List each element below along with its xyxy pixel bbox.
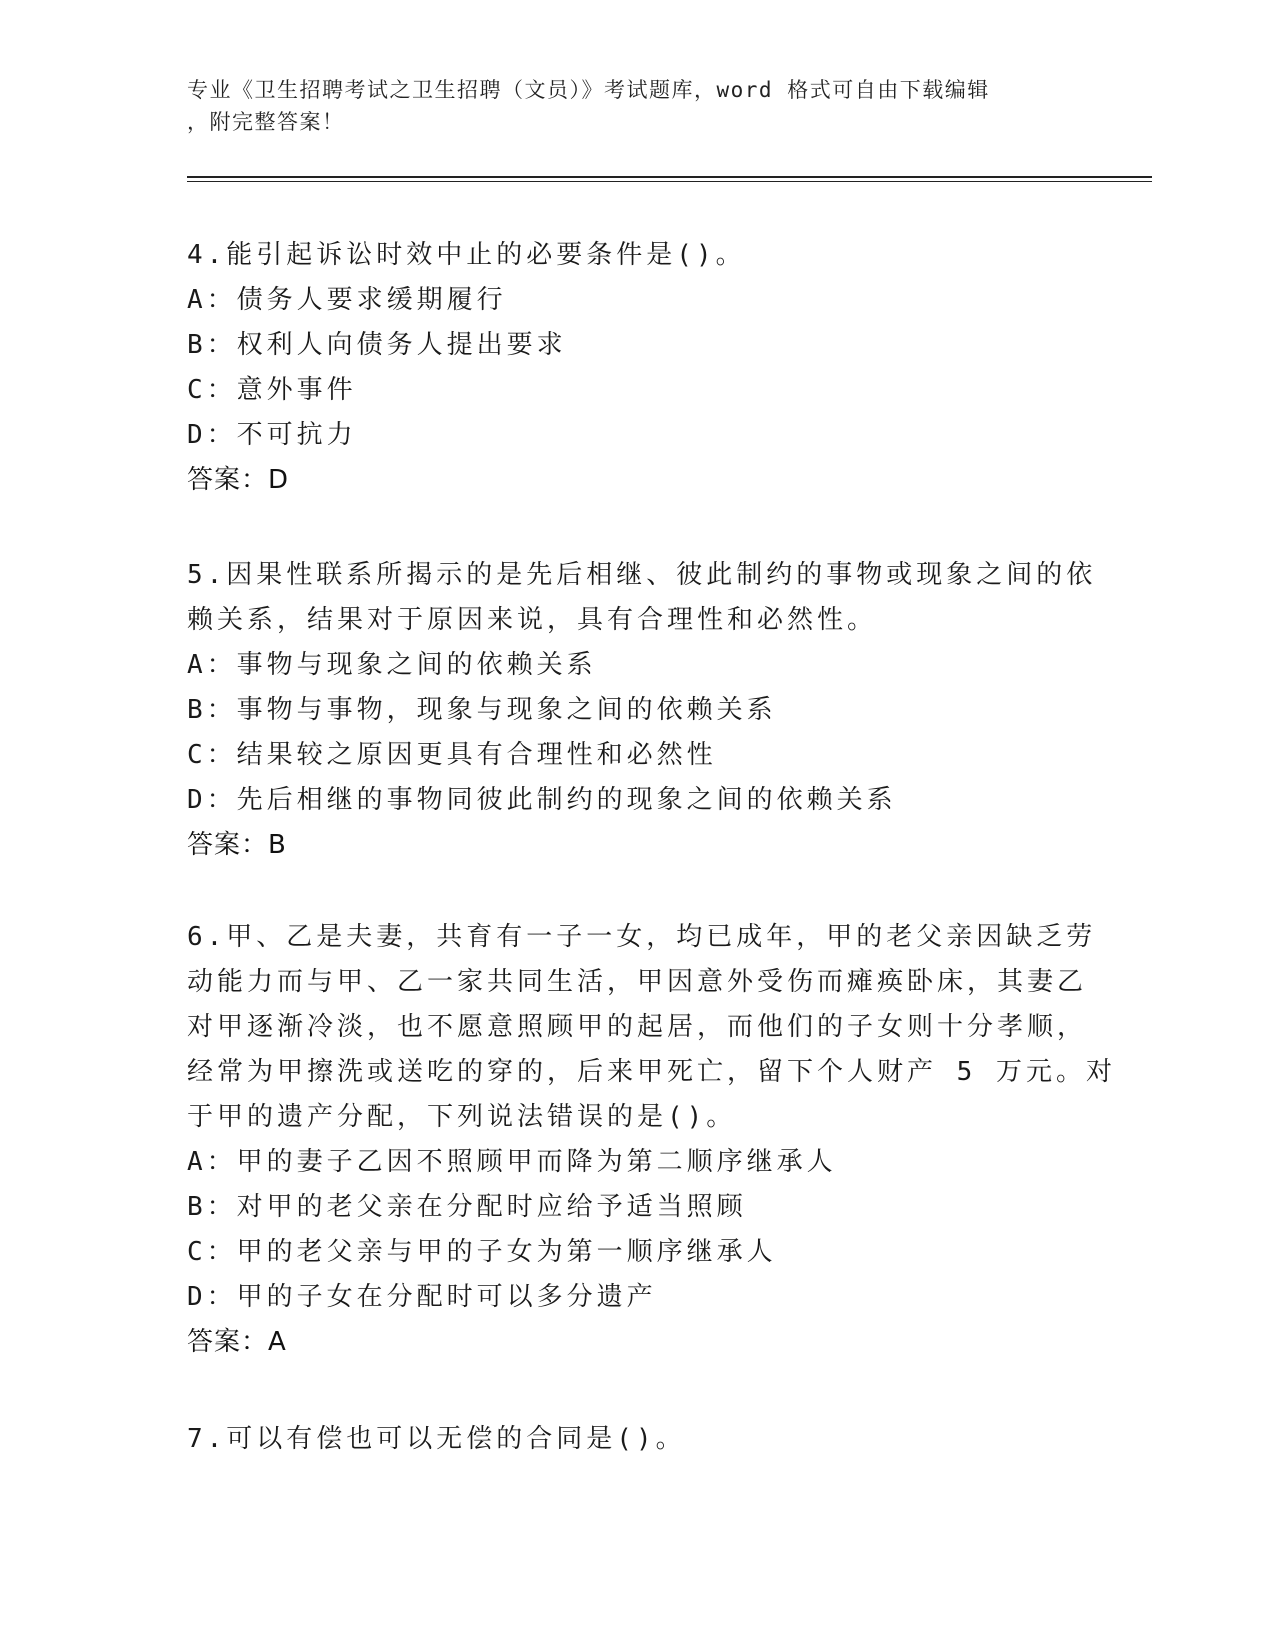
option-c: C：甲的老父亲与甲的子女为第一顺序继承人 [187, 1237, 777, 1267]
header-divider-thick [187, 176, 1152, 178]
question-stem: 4.能引起诉讼时效中止的必要条件是()。 [187, 240, 746, 270]
page-header [187, 74, 1067, 138]
question-5 [187, 553, 1097, 868]
option-b: B：事物与事物，现象与现象之间的依赖关系 [187, 695, 777, 725]
question-4 [187, 233, 1067, 503]
option-b: B：权利人向债务人提出要求 [187, 330, 567, 360]
header-title-line-2: ，附完整答案！ [187, 110, 345, 134]
answer: 答案：D [187, 465, 290, 495]
question-stem-line-3: 对甲逐渐冷淡，也不愿意照顾甲的起居，而他们的子女则十分孝顺， [187, 1012, 1088, 1042]
question-stem-line-1: 6.甲、乙是夫妻，共育有一子一女，均已成年，甲的老父亲因缺乏劳 [187, 922, 1097, 952]
answer: 答案：A [187, 1327, 287, 1357]
question-7 [187, 1417, 1067, 1462]
answer: 答案：B [187, 830, 287, 860]
option-d: D：先后相继的事物同彼此制约的现象之间的依赖关系 [187, 785, 897, 815]
question-stem-line-2: 动能力而与甲、乙一家共同生活，甲因意外受伤而瘫痪卧床，其妻乙 [187, 967, 1088, 997]
header-title-line-1: 专业《卫生招聘考试之卫生招聘（文员）》考试题库，word 格式可自由下载编辑 [187, 78, 990, 102]
option-c: C：意外事件 [187, 375, 357, 405]
option-d: D：不可抗力 [187, 420, 357, 450]
header-divider-thin [187, 181, 1152, 182]
option-a: A：事物与现象之间的依赖关系 [187, 650, 597, 680]
option-b: B：对甲的老父亲在分配时应给予适当照顾 [187, 1192, 747, 1222]
option-a: A：债务人要求缓期履行 [187, 285, 507, 315]
question-stem-line-4: 经常为甲擦洗或送吃的穿的，后来甲死亡，留下个人财产 5 万元。对 [187, 1057, 1116, 1087]
option-d: D：甲的子女在分配时可以多分遗产 [187, 1282, 657, 1312]
option-c: C：结果较之原因更具有合理性和必然性 [187, 740, 717, 770]
question-stem-line-2: 赖关系，结果对于原因来说，具有合理性和必然性。 [187, 605, 878, 635]
question-6 [187, 915, 1116, 1365]
question-stem: 7.可以有偿也可以无偿的合同是()。 [187, 1424, 686, 1454]
question-stem-line-1: 5.因果性联系所揭示的是先后相继、彼此制约的事物或现象之间的依 [187, 560, 1097, 590]
option-a: A：甲的妻子乙因不照顾甲而降为第二顺序继承人 [187, 1147, 837, 1177]
question-stem-line-5: 于甲的遗产分配，下列说法错误的是()。 [187, 1102, 737, 1132]
